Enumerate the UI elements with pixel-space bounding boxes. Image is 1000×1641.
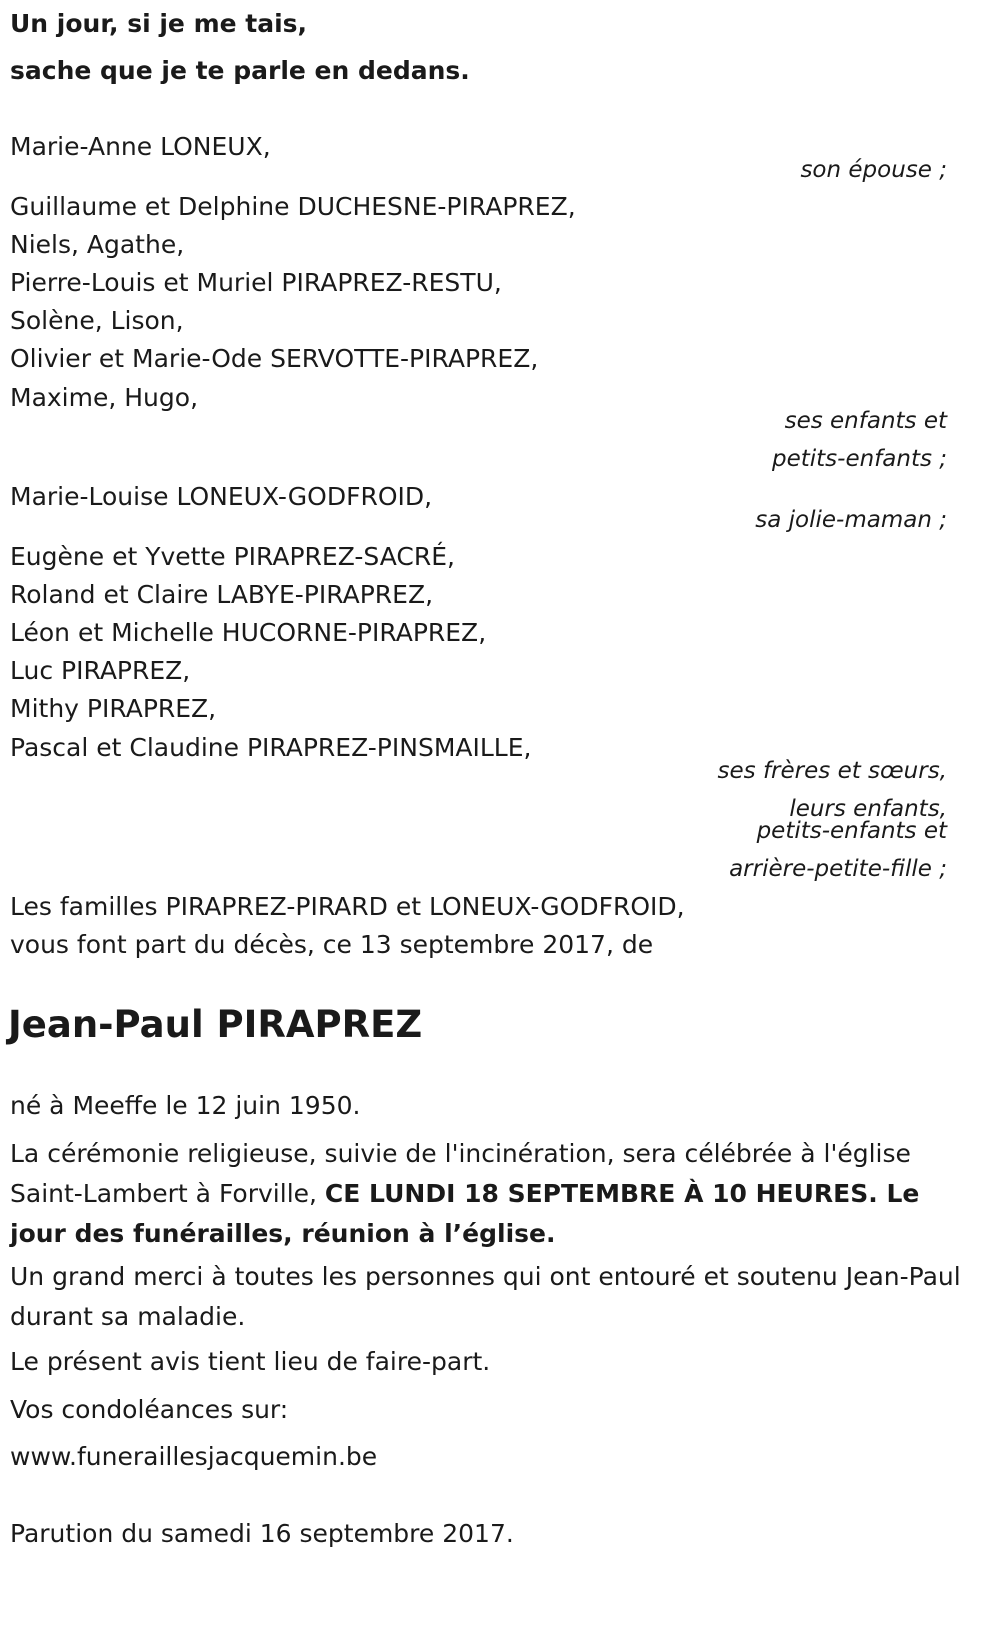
siblings-role: petits-enfants et <box>756 818 947 844</box>
siblings-role: leurs enfants, <box>789 796 947 822</box>
condolences-label: Vos condoléances sur: <box>10 1395 289 1424</box>
publication-date: Parution du samedi 16 septembre 2017. <box>10 1519 514 1548</box>
wife-role: son épouse ; <box>800 157 947 183</box>
children-role: petits-enfants ; <box>771 446 947 472</box>
ceremony-bold-text: CE LUNDI 18 SEPTEMBRE À 10 HEURES. Le jour des funérailles, réunion à l’église. <box>10 1179 920 1248</box>
notice-text: Le présent avis tient lieu de faire-part. <box>10 1347 491 1376</box>
website-link[interactable]: www.funeraillesjacquemin.be <box>10 1442 378 1471</box>
epigraph-line: Un jour, si je me tais, <box>10 9 308 38</box>
child-line: Niels, Agathe, <box>10 230 185 259</box>
sibling-line: Mithy PIRAPREZ, <box>10 694 217 723</box>
sibling-line: Léon et Michelle HUCORNE-PIRAPREZ, <box>10 618 487 647</box>
siblings-role: ses frères et sœurs, <box>717 758 947 784</box>
child-line: Pierre-Louis et Muriel PIRAPREZ-RESTU, <box>10 268 502 297</box>
child-line: Maxime, Hugo, <box>10 383 199 412</box>
ceremony-text: La cérémonie religieuse, suivie de l'incinération, sera célébrée à l'église Saint-Lambert à Forville, <box>10 1139 911 1208</box>
birth-info: né à Meeffe le 12 juin 1950. <box>10 1091 361 1120</box>
sibling-line: Pascal et Claudine PIRAPREZ-PINSMAILLE, <box>10 733 532 762</box>
epigraph-line: sache que je te parle en dedans. <box>10 56 470 85</box>
sibling-line: Luc PIRAPREZ, <box>10 656 191 685</box>
mother-in-law-role: sa jolie-maman ; <box>755 507 947 533</box>
child-line: Olivier et Marie-Ode SERVOTTE-PIRAPREZ, <box>10 344 539 373</box>
child-line: Solène, Lison, <box>10 306 184 335</box>
announcement-line: vous font part du décès, ce 13 septembre 2017, de <box>10 930 654 959</box>
wife-name: Marie-Anne LONEUX, <box>10 132 271 161</box>
child-line: Guillaume et Delphine DUCHESNE-PIRAPREZ, <box>10 192 576 221</box>
thanks-paragraph: Un grand merci à toutes les personnes qui ont entouré et soutenu Jean-Paul durant sa maladie. <box>10 1262 961 1331</box>
announcement-line: Les familles PIRAPREZ-PIRARD et LONEUX-GODFROID, <box>10 892 685 921</box>
sibling-line: Eugène et Yvette PIRAPREZ-SACRÉ, <box>10 542 455 571</box>
ceremony-paragraph <box>10 1134 970 1254</box>
children-role: ses enfants et <box>784 408 947 434</box>
mother-in-law-name: Marie-Louise LONEUX-GODFROID, <box>10 482 433 511</box>
sibling-line: Roland et Claire LABYE-PIRAPREZ, <box>10 580 434 609</box>
deceased-name: Jean-Paul PIRAPREZ <box>8 1003 423 1046</box>
siblings-role: arrière-petite-fille ; <box>729 856 947 882</box>
